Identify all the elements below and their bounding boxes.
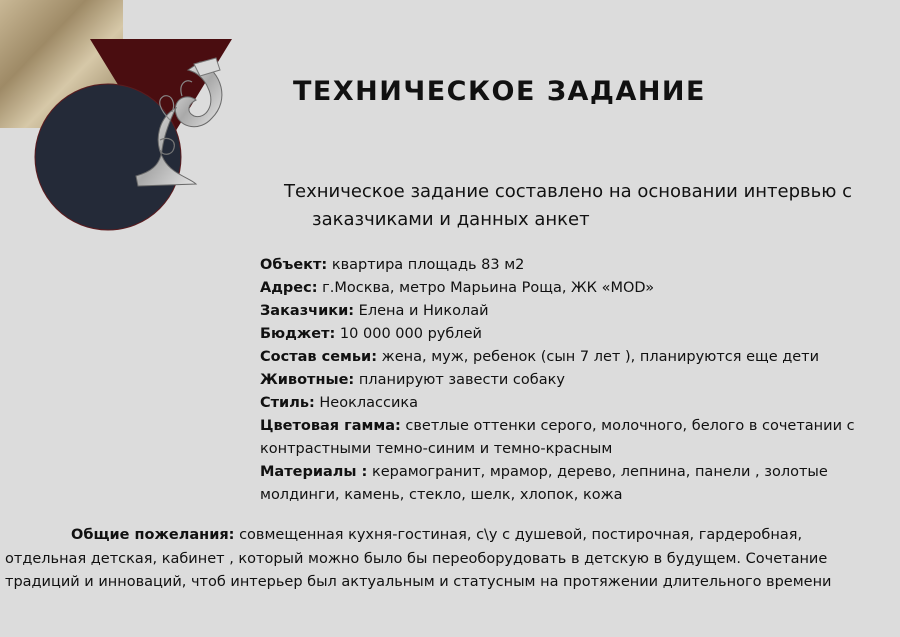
field-value: керамогранит, мрамор, дерево, лепнина, панели , золотые молдинги, камень, стекло, шелк, хлопок, кожа: [260, 464, 828, 503]
field-label: Цветовая гамма:: [260, 418, 401, 434]
field-materials: [260, 461, 880, 507]
field-label: Объект:: [260, 257, 328, 273]
field-value: жена, муж, ребенок (сын 7 лет ), планируются еще дети: [377, 349, 820, 365]
decorative-graphic: [0, 0, 260, 240]
field-label: Бюджет:: [260, 326, 336, 342]
field-clients: [260, 300, 880, 323]
field-value: Неоклассика: [314, 395, 419, 411]
field-budget: [260, 323, 880, 346]
field-object: [260, 254, 880, 277]
field-value: Елена и Николай: [354, 303, 489, 319]
field-label: Стиль:: [260, 395, 315, 411]
field-style: [260, 392, 880, 415]
intro-line-1: Техническое задание составлено на основании интервью с: [284, 181, 853, 202]
navy-circle: [35, 84, 181, 230]
field-label: Материалы :: [260, 464, 368, 480]
field-label: Адрес:: [260, 280, 318, 296]
general-wishes-text: совмещенная кухня-гостиная, с\у с душевой, постирочная, гардеробная, отдельная детская, кабинет , который можно было бы переоборудовать в детскую в будущем. Сочетание традиций и инноваций, чтоб интерьер был актуальным и статусным на протяжении длительного времени: [5, 527, 832, 590]
field-value: г.Москва, метро Марьина Роща, ЖК «MOD»: [317, 280, 655, 296]
field-colors: [260, 415, 880, 461]
field-label: Заказчики:: [260, 303, 355, 319]
field-value: светлые оттенки серого, молочного, белого в сочетании с контрастными темно-синим и темно-красным: [260, 418, 855, 457]
intro-text: [284, 178, 864, 234]
project-fields: [260, 254, 880, 507]
general-wishes-label: Общие пожелания:: [71, 527, 235, 543]
page-title: ТЕХНИЧЕСКОЕ ЗАДАНИЕ: [293, 76, 706, 107]
intro-line-2: заказчиками и данных анкет: [312, 209, 590, 230]
field-value: 10 000 000 рублей: [335, 326, 482, 342]
field-label: Состав семьи:: [260, 349, 378, 365]
field-address: [260, 277, 880, 300]
general-wishes: [5, 524, 885, 595]
field-value: планируют завести собаку: [354, 372, 565, 388]
field-label: Животные:: [260, 372, 355, 388]
field-family: [260, 346, 880, 369]
field-pets: [260, 369, 880, 392]
field-value: квартира площадь 83 м2: [327, 257, 525, 273]
